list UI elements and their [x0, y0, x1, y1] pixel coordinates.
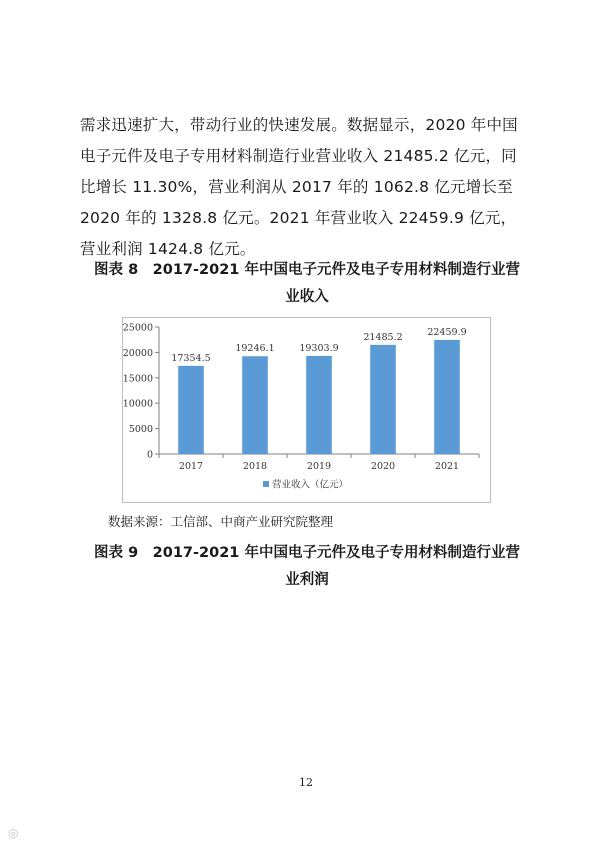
figure-8-caption-line: 业收入: [285, 289, 329, 305]
y-tick-label: 5000: [128, 424, 153, 436]
chart-canvas: [123, 318, 490, 502]
bar: [242, 356, 268, 454]
body-paragraph: [80, 110, 540, 265]
data-label: 21485.2: [363, 331, 403, 343]
y-tick-label: 0: [146, 449, 153, 461]
data-label: 19303.9: [299, 342, 339, 354]
x-tick-label: 2020: [370, 461, 396, 472]
bar: [434, 340, 460, 454]
legend-swatch: [263, 481, 269, 487]
bar: [178, 366, 204, 454]
legend-label: 营业收入（亿元）: [272, 479, 349, 491]
bar: [306, 356, 332, 454]
paragraph-line: 需求迅速扩大，带动行业的快速发展。数据显示，2020 年中国: [80, 116, 518, 134]
bar: [370, 345, 396, 454]
y-tick-label: 25000: [123, 322, 153, 334]
figure-9-caption: [70, 540, 544, 594]
y-tick-label: 10000: [123, 398, 153, 410]
page-number: 12: [299, 776, 313, 789]
figure-9-caption-line: 业利润: [285, 572, 329, 588]
x-tick-label: 2017: [178, 461, 204, 472]
y-tick-label: 20000: [123, 347, 153, 359]
x-tick-label: 2019: [306, 461, 332, 472]
figure-9-caption-line: 图表 9 2017-2021 年中国电子元件及电子专用材料制造行业营: [94, 545, 520, 561]
revenue-bar-chart: [122, 317, 491, 503]
watermark-icon: ◎: [8, 826, 19, 840]
y-tick-label: 15000: [123, 373, 153, 385]
figure-8-caption-line: 图表 8 2017-2021 年中国电子元件及电子专用材料制造行业营: [94, 262, 520, 278]
x-tick-label: 2018: [242, 461, 268, 472]
watermark-logo: [8, 826, 18, 840]
paragraph-line: 2020 年的 1328.8 亿元。2021 年营业收入 22459.9 亿元，: [80, 209, 517, 227]
paragraph-line: 比增长 11.30%，营业利润从 2017 年的 1062.8 亿元增长至: [80, 178, 513, 196]
paragraph-line: 营业利润 1424.8 亿元。: [80, 240, 256, 258]
data-source: 数据来源：工信部、中商产业研究院整理: [108, 514, 334, 529]
data-label: 22459.9: [427, 326, 467, 338]
paragraph-line: 电子元件及电子专用材料制造行业营业收入 21485.2 亿元，同: [80, 147, 517, 165]
figure-8-caption: [70, 257, 544, 311]
data-label: 17354.5: [171, 352, 211, 364]
x-tick-label: 2021: [434, 461, 460, 472]
data-label: 19246.1: [235, 343, 275, 355]
